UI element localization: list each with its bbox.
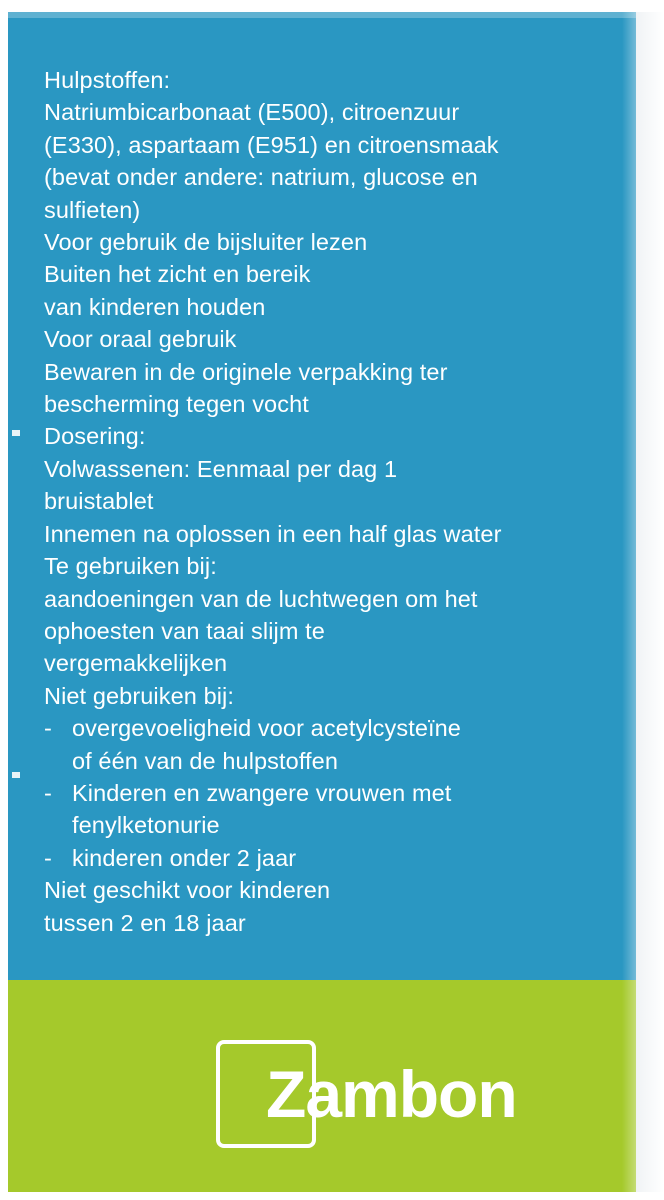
brand-name: Zambon [266,1057,517,1131]
box-top-edge [8,12,636,18]
edge-tick-mark [12,772,20,778]
bullet-continuation: of één van de hulpstoffen [72,747,339,774]
bullet-dash: - [44,844,52,871]
text-line: Niet geschikt voor kinderen [44,877,331,904]
text-line: van kinderen houden [44,293,266,320]
package-text [44,64,624,939]
edge-tick-mark [12,430,20,436]
bullet-item [44,777,624,809]
bullet-dash: - [44,779,52,806]
bullet-text: Kinderen en zwangere vrouwen met [72,779,452,806]
bullet-text: overgevoeligheid voor acetylcysteïne [72,715,461,742]
text-line: sulfieten) [44,196,141,223]
text-line: (E330), aspartaam (E951) en citroensmaak [44,131,499,158]
text-line: vergemakkelijken [44,650,228,677]
text-line: bescherming tegen vocht [44,391,309,418]
text-line: tussen 2 en 18 jaar [44,909,246,936]
text-line: Hulpstoffen: [44,67,171,93]
text-line: Voor gebruik de bijsluiter lezen [44,229,368,256]
bullet-dash: - [44,715,52,742]
bullet-text: kinderen onder 2 jaar [72,844,297,871]
text-line: Innemen na oplossen in een half glas water [44,520,502,547]
dosering-heading: Dosering: [44,423,146,450]
bullet-item [44,842,624,874]
text-line: Voor oraal gebruik [44,326,237,353]
bullet-continuation: fenylketonurie [72,812,220,839]
box-side-edge [636,12,664,1192]
text-line: ophoesten van taai slijm te [44,617,325,644]
text-line: Natriumbicarbonaat (E500), citroenzuur [44,99,460,126]
contraindications-heading: Niet gebruiken bij: [44,682,235,709]
text-line: Volwassenen: Eenmaal per dag 1 [44,455,398,482]
text-line: bruistablet [44,488,154,515]
box-edge-shade [622,12,636,1192]
text-line: Bewaren in de originele verpakking ter [44,358,448,385]
bullet-item [44,712,624,744]
package-box [8,12,636,1192]
zambon-logo [216,1040,586,1160]
text-line: aandoeningen van de luchtwegen om het [44,585,478,612]
text-line: Buiten het zicht en bereik [44,261,311,288]
indications-heading: Te gebruiken bij: [44,553,217,580]
text-line: (bevat onder andere: natrium, glucose en [44,164,478,191]
